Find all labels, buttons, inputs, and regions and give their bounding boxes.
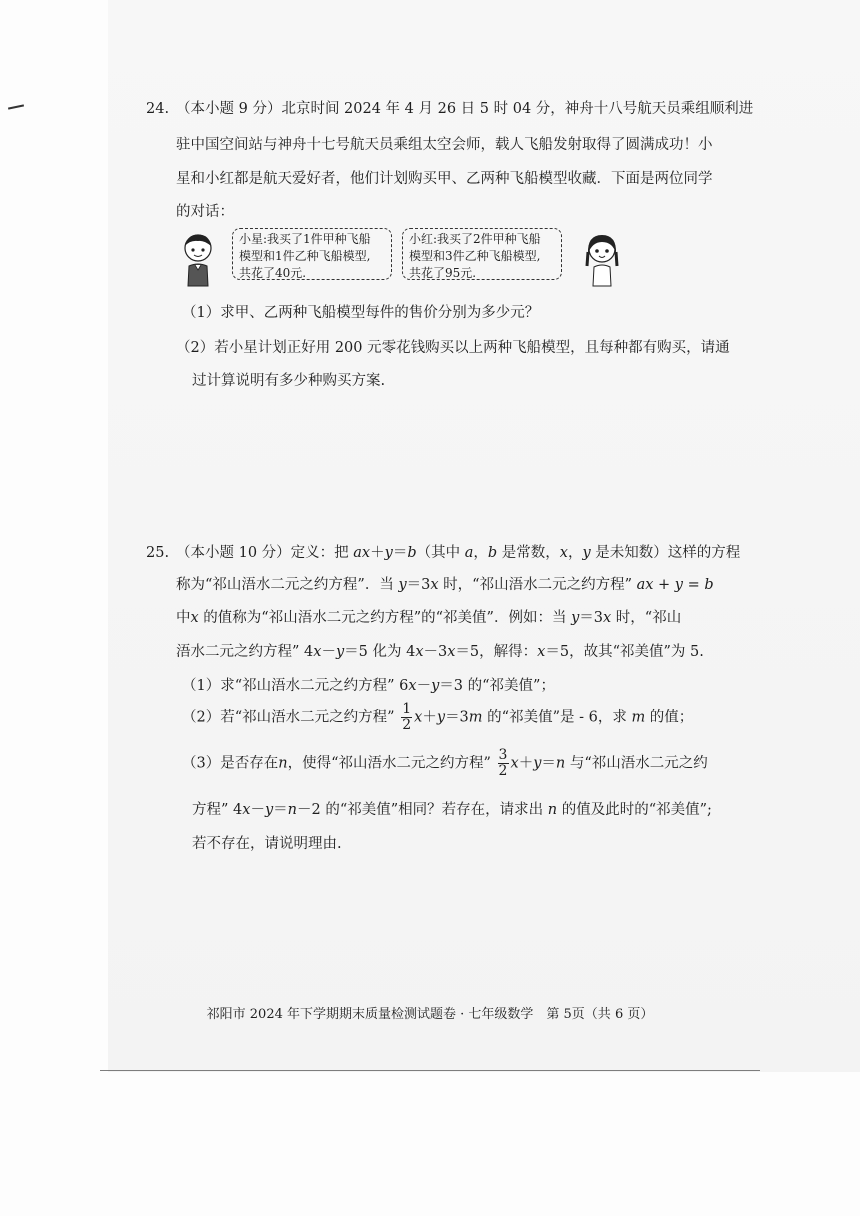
q24-number: 24. bbox=[146, 101, 170, 117]
page-footer: 祁阳市 2024 年下学期期末质量检测试题卷 · 七年级数学 第 5页（共 6 页） bbox=[206, 1007, 654, 1022]
q25-part-2: （2）若“祁山浯水二元之约方程” $\frac{1}{2}$ x＋y＝3m 的“祁美值”是 - 6，求 m 的值； bbox=[182, 701, 694, 733]
q24-line-4: 的对话： bbox=[176, 204, 234, 220]
q24-part-1: （1）求甲、乙两种飞船模型每件的售价分别为多少元？ bbox=[182, 305, 540, 321]
speech-bubble-xiaohong: 小红:我买了2件甲种飞船 模型和3件乙种飞船模型, 共花了95元. bbox=[402, 228, 562, 280]
q24-line-3: 星和小红都是航天爱好者，他们计划购买甲、乙两种飞船模型收藏．下面是两位同学 bbox=[176, 171, 713, 187]
girl-avatar-icon bbox=[584, 232, 620, 288]
q25-line-2: 称为“祁山浯水二元之约方程”．当 y＝3x 时，“祁山浯水二元之约方程” ax + y = b bbox=[176, 577, 714, 593]
q25-part-3-line-2: 方程” 4x－y＝n－2 的“祁美值”相同？若存在，请求出 n 的值及此时的“祁美值”; bbox=[192, 802, 712, 818]
fraction-three-halves: $\frac{3}{2}$ bbox=[498, 747, 508, 779]
q25-line-1: 25. （本小题 10 分）定义：把 ax＋y＝b（其中 a，b 是常数，x，y 是未知数）这样的方程 bbox=[146, 545, 741, 561]
q25-part-3-line-3: 若不存在，请说明理由. bbox=[192, 836, 342, 852]
q24-part-2-line-1: （2）若小星计划正好用 200 元零花钱购买以上两种飞船模型，且每种都有购买，请通 bbox=[176, 340, 730, 356]
q25-part-3-line-1: （3）是否存在n，使得“祁山浯水二元之约方程” $\frac{3}{2}$ x＋y＝n 与“祁山浯水二元之约 bbox=[182, 747, 708, 779]
boy-avatar-icon bbox=[180, 232, 216, 288]
q24-part-2-line-2: 过计算说明有多少种购买方案. bbox=[192, 373, 386, 389]
q25-number: 25. bbox=[146, 545, 170, 561]
q25-line-4: 浯水二元之约方程” 4x－y＝5 化为 4x－3x＝5，解得：x＝5，故其“祁美值”为 5. bbox=[176, 644, 704, 660]
fraction-one-half: $\frac{1}{2}$ bbox=[402, 701, 412, 733]
q24-line-1: 24. （本小题 9 分）北京时间 2024 年 4 月 26 日 5 时 04 分，神舟十八号航天员乘组顺利进 bbox=[146, 101, 754, 117]
q25-line-3: 中x 的值称为“祁山浯水二元之约方程”的“祁美值”．例如：当 y＝3x 时，“祁山 bbox=[176, 610, 682, 626]
dialogue-illustration bbox=[180, 228, 620, 288]
q25-part-1: （1）求“祁山浯水二元之约方程” 6x－y＝3 的“祁美值”； bbox=[182, 678, 555, 694]
page-background bbox=[108, 0, 860, 1072]
speech-bubble-xiaoxing: 小星:我买了1件甲种飞船 模型和1件乙种飞船模型, 共花了40元. bbox=[232, 228, 392, 280]
bottom-rule bbox=[100, 1070, 760, 1071]
q24-line-2: 驻中国空间站与神舟十七号航天员乘组太空会师，载人飞船发射取得了圆满成功！小 bbox=[176, 137, 713, 153]
scan-mark bbox=[8, 104, 24, 109]
